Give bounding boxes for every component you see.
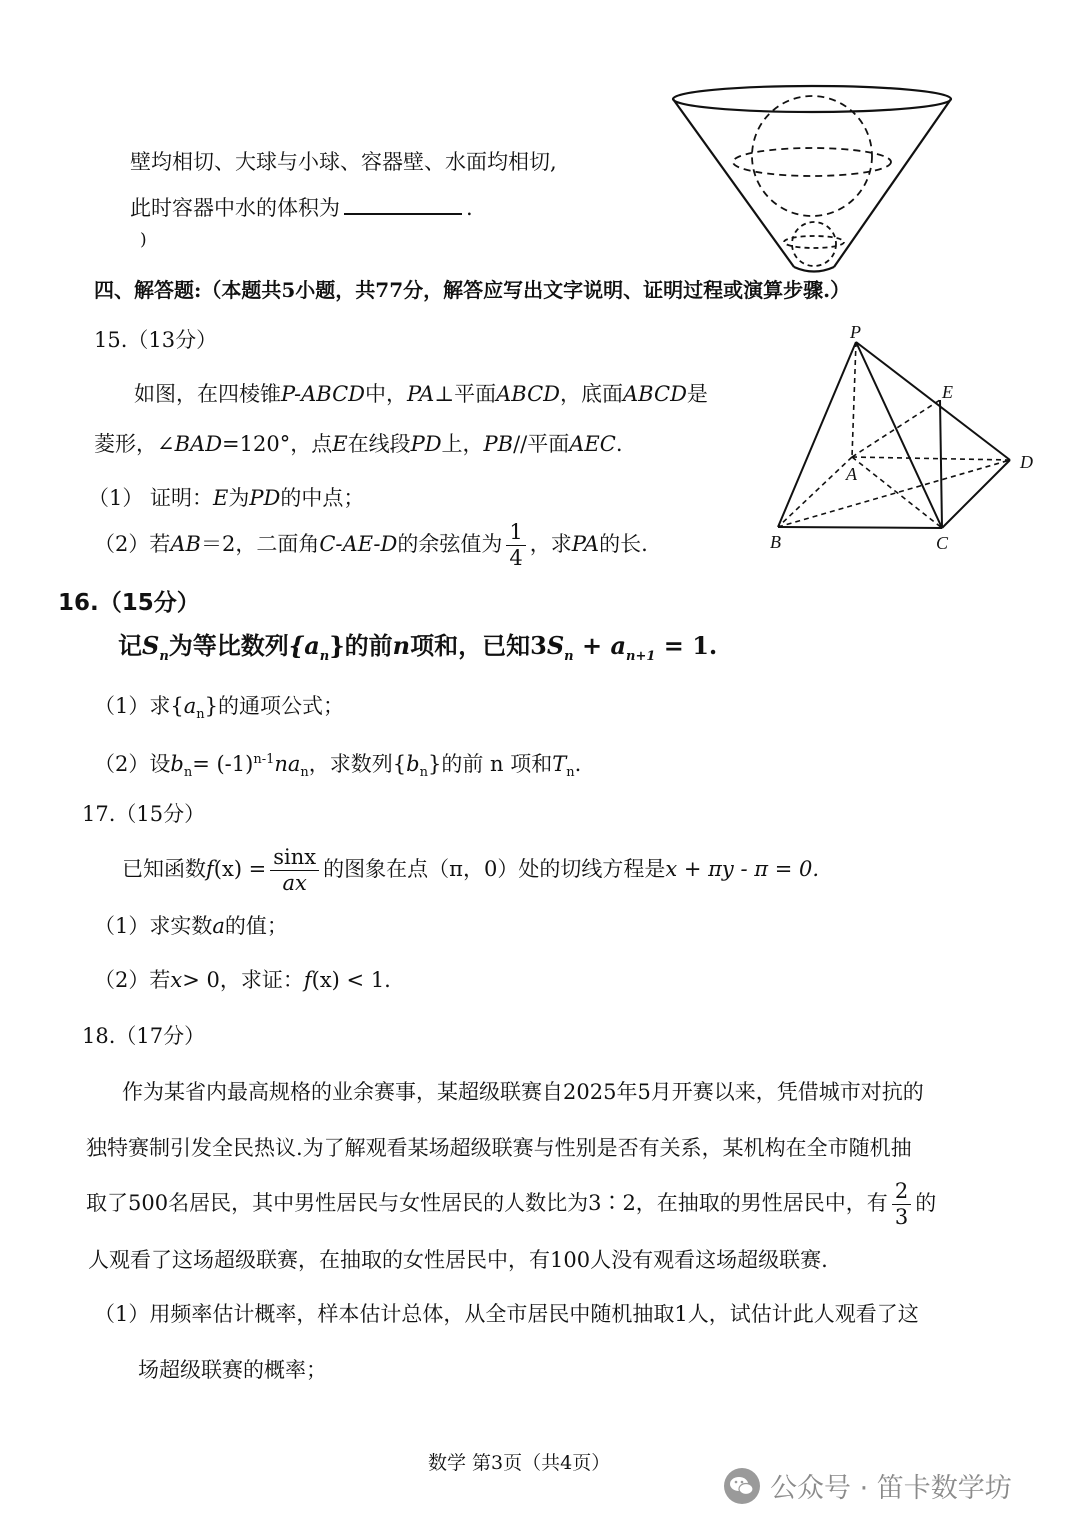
q16-part2 — [94, 746, 581, 787]
q15-p1e: 的中点； — [280, 486, 365, 510]
q18-frac-num: 2 — [892, 1181, 911, 1205]
q15-line2 — [94, 430, 623, 458]
q15-p2e: 的余弦值为 — [397, 532, 503, 556]
q15-l2a: 菱形，∠ — [94, 432, 175, 456]
q16-p2e: ，求数列{ — [308, 752, 407, 776]
q17-fraction — [270, 847, 319, 894]
q17-p2c: > 0，求证： — [182, 968, 304, 992]
q17-part2 — [94, 966, 391, 994]
q16-s6: 的前 — [344, 631, 393, 660]
q16-s7: n — [392, 631, 411, 660]
q18-part1-line1: （1）用频率估计概率，样本估计总体，从全市居民中随机抽取1人，试估计此人观看了这 — [94, 1302, 919, 1326]
page-footer: 数学 第3页（共4页） — [428, 1452, 611, 1474]
q18-line3 — [86, 1176, 936, 1230]
q16-s10: + a — [573, 631, 626, 660]
q16-s4: {a — [288, 631, 320, 660]
q16-p1a: （1）求{ — [94, 694, 184, 718]
q14-stray-mark: ) — [140, 230, 147, 250]
q16-p2d: na — [274, 752, 301, 776]
q16-s10sub: n+1 — [626, 648, 656, 664]
q15-l1e: ⊥平面 — [434, 382, 497, 406]
q18-frac-den: 3 — [894, 1205, 909, 1229]
q15-l2c: =120°，点 — [222, 432, 333, 456]
q17-l1a: 已知函数 — [122, 857, 206, 881]
q15-fraction — [506, 522, 525, 569]
q18-line4: 人观看了这场超级联赛，在抽取的女性居民中，有100人没有观看这场超级联赛. — [88, 1248, 828, 1272]
section-heading: 四、解答题:（本题共5小题，共77分，解答应写出文字说明、证明过程或演算步骤.） — [94, 278, 851, 302]
q18-line2: 独特赛制引发全民热议.为了解观看某场超级联赛与性别是否有关系，某机构在全市随机抽 — [86, 1136, 912, 1160]
q16-s4sub: n — [319, 648, 330, 664]
q15-p2g: PA — [571, 532, 600, 556]
q16-s9: S — [546, 631, 565, 660]
q15-header: 15.（13分） — [94, 328, 218, 352]
q15-p1d: PD — [249, 486, 281, 510]
q18-fraction — [892, 1181, 911, 1228]
q16-p2g: }的前 n 项和 — [428, 752, 553, 776]
q14-line2-text: 此时容器中水的体积为 — [130, 196, 340, 220]
q17-p1b: a — [212, 914, 225, 938]
q14-line1: 壁均相切、大球与小球、容器壁、水面均相切, — [130, 150, 557, 174]
q15-p1c: 为 — [228, 486, 250, 510]
q15-frac-den: 4 — [509, 546, 523, 570]
q16-p1sub: n — [196, 707, 205, 723]
q16-statement — [118, 630, 717, 673]
label-B: B — [770, 532, 781, 552]
label-C: C — [936, 533, 949, 553]
q14-line2 — [130, 193, 473, 222]
q16-s3: 为等比数列 — [168, 631, 289, 660]
q16-p2sup: n-1 — [253, 752, 275, 767]
q16-p2c: = (-1) — [192, 752, 254, 776]
q15-l2f: PD — [410, 432, 442, 456]
q15-line1 — [134, 380, 708, 408]
q16-part1 — [94, 692, 344, 729]
q15-p1b: E — [213, 486, 229, 510]
q15-p2d: C-AE-D — [319, 532, 398, 556]
label-P: P — [850, 322, 861, 342]
q17-p1c: 的值； — [224, 914, 288, 938]
cone-figure — [668, 78, 960, 278]
q15-l2g: 上， — [441, 432, 484, 456]
q15-l2h: PB — [483, 432, 514, 456]
q17-l1b: f — [206, 857, 214, 881]
q15-part1 — [88, 484, 364, 512]
q16-s5: } — [329, 631, 345, 660]
q15-l2b: BAD — [174, 432, 223, 456]
q16-s11: = 1. — [655, 631, 718, 660]
q17-p2a: （2）若 — [94, 968, 171, 992]
q16-header: 16.（15分） — [58, 590, 200, 616]
q15-l2i: //平面 — [513, 432, 570, 456]
q15-l1f: ABCD — [496, 382, 561, 406]
q16-p1c: }的通项公式； — [204, 694, 345, 718]
q16-p1b: a — [183, 694, 197, 718]
q18-line1: 作为某省内最高规格的业余赛事，某超级联赛自2025年5月开赛以来，凭借城市对抗的 — [122, 1080, 924, 1104]
label-A: A — [846, 464, 857, 484]
q17-frac-num: sinx — [270, 847, 319, 871]
q16-p2fsub: n — [419, 765, 428, 781]
q15-l1d: PA — [406, 382, 435, 406]
q15-p2f: ，求 — [529, 532, 572, 556]
q15-frac-num: 1 — [506, 522, 525, 546]
q18-l3a: 取了500名居民，其中男性居民与女性居民的人数比为3∶2，在抽取的男性居民中，有 — [86, 1191, 888, 1215]
q17-line1 — [122, 842, 819, 896]
q16-s1: 记 — [118, 631, 142, 660]
q17-frac-den: ax — [282, 871, 307, 895]
q15-l1h: ABCD — [623, 382, 687, 406]
q16-s2sub: n — [159, 648, 169, 664]
q16-s9sub: n — [564, 648, 574, 664]
q15-l2e: 在线段 — [347, 432, 411, 456]
q16-p2bsub: n — [183, 765, 193, 781]
label-E: E — [942, 382, 953, 402]
q17-p2e: (x) < 1. — [311, 968, 391, 992]
q16-p2hsub: n — [566, 765, 575, 781]
q15-part2 — [94, 522, 648, 569]
pyramid-figure — [760, 320, 1050, 560]
q16-s2: S — [142, 631, 160, 660]
q15-p2a: （2）若 — [94, 532, 171, 556]
q17-l1c: (x) = — [213, 857, 267, 881]
q17-header: 17.（15分） — [82, 802, 206, 826]
q17-p1a: （1）求实数 — [94, 914, 213, 938]
q16-p2a: （2）设 — [94, 752, 171, 776]
watermark — [724, 1466, 1012, 1505]
q17-p2d: f — [303, 968, 312, 992]
q17-part1 — [94, 912, 288, 940]
q18-header: 18.（17分） — [82, 1024, 206, 1048]
q15-p2c: ＝2，二面角 — [200, 532, 320, 556]
answer-blank — [344, 193, 462, 215]
q16-p2f: b — [406, 752, 420, 776]
q15-l2j: AEC — [569, 432, 616, 456]
wechat-icon — [724, 1468, 760, 1504]
q15-p1a: （1） 证明： — [88, 486, 214, 510]
q18-part1-line2: 场超级联赛的概率； — [138, 1358, 327, 1382]
watermark-text: 公众号 · 笛卡数学坊 — [770, 1473, 1012, 1504]
q16-s8: 项和，已知3 — [410, 631, 547, 660]
q14-line2-end: . — [466, 196, 473, 220]
label-D: D — [1020, 452, 1033, 472]
q18-l3b: 的 — [915, 1191, 937, 1215]
q17-l1d: 的图象在点（π，0）处的切线方程是 — [323, 857, 666, 881]
q15-l1i: 是 — [686, 382, 708, 406]
q15-l1a: 如图，在四棱锥 — [134, 382, 281, 406]
q15-l2k: . — [615, 432, 623, 456]
q15-p2b: AB — [170, 532, 201, 556]
q15-p2h: 的长. — [599, 532, 648, 556]
q15-l1c: 中， — [364, 382, 407, 406]
q17-p2b: x — [170, 968, 183, 992]
q16-p2h: T — [552, 752, 567, 776]
q15-l2d: E — [332, 432, 348, 456]
q15-l1b: P-ABCD — [281, 382, 365, 406]
q15-l1g: ，底面 — [560, 382, 624, 406]
q16-p2i: . — [574, 752, 582, 776]
q16-p2b: b — [170, 752, 184, 776]
q16-p2dsub: n — [300, 765, 309, 781]
q17-l1e: x + πy - π = 0. — [665, 857, 820, 881]
